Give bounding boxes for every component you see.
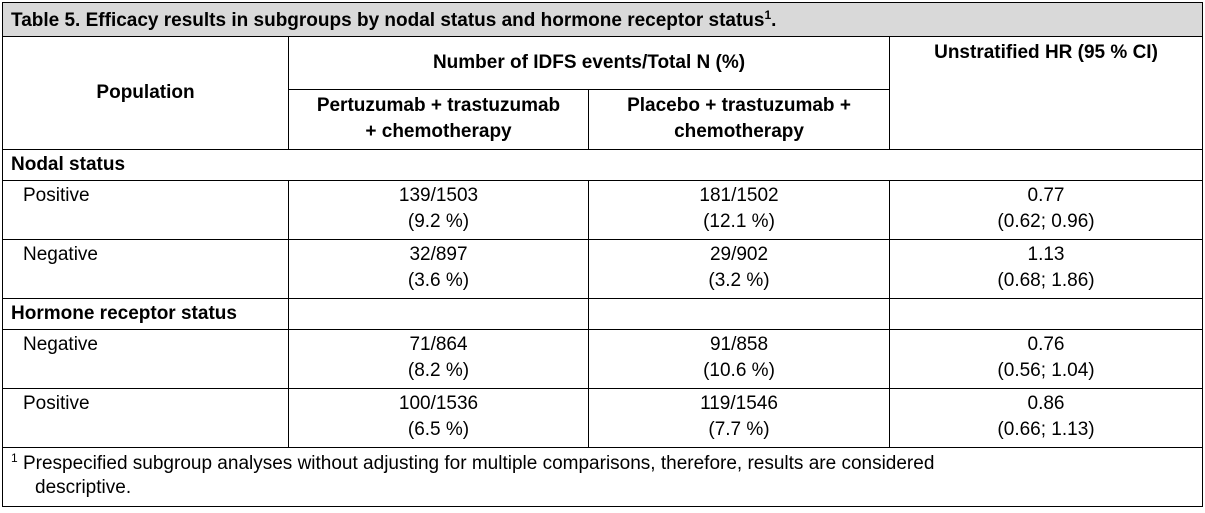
footnote-line1: Prespecified subgroup analyses without adjusting for multiple comparisons, therefore, results are considered [22, 453, 935, 474]
arm2-cell [589, 181, 890, 240]
arm2-cell [589, 330, 890, 389]
hr-value: 0.76 [1027, 334, 1065, 355]
row-label: Positive [3, 389, 289, 448]
events-header: Number of IDFS events/Total N (%) [289, 37, 890, 90]
arm2-percent: (12.1 %) [703, 211, 775, 232]
footnote-line2: descriptive. [35, 477, 132, 498]
efficacy-table [2, 2, 1203, 507]
arm2-count: 181/1502 [699, 185, 779, 206]
ci-value: (0.66; 1.13) [997, 419, 1095, 440]
arm1-header [289, 90, 589, 150]
arm2-header [589, 90, 890, 150]
table-title: Table 5. Efficacy results in subgroups by nodal status and hormone receptor status [11, 9, 765, 31]
arm1-percent: (9.2 %) [407, 211, 470, 232]
header-row-1 [3, 37, 1203, 90]
arm2-percent: (3.2 %) [708, 270, 770, 291]
empty-cell [890, 299, 1203, 330]
footnote [3, 448, 1203, 507]
section-label: Hormone receptor status [3, 299, 289, 330]
row-label: Negative [3, 240, 289, 299]
table-row [3, 330, 1203, 389]
hr-cell [890, 389, 1203, 448]
row-label: Negative [3, 330, 289, 389]
arm1-count: 32/897 [409, 244, 468, 265]
arm1-percent: (6.5 %) [407, 419, 470, 440]
arm2-count: 91/858 [709, 334, 769, 355]
hr-value: 0.86 [1027, 393, 1065, 414]
arm1-header-line1: Pertuzumab + trastuzumab [316, 95, 561, 116]
empty-cell [289, 299, 589, 330]
table-row [3, 181, 1203, 240]
table-row [3, 389, 1203, 448]
arm2-percent: (7.7 %) [708, 419, 770, 440]
footnote-line1-wrap [11, 452, 1196, 476]
ci-value: (0.56; 1.04) [997, 360, 1095, 381]
arm1-cell [289, 330, 589, 389]
arm1-count: 139/1503 [398, 185, 479, 206]
arm1-cell [289, 181, 589, 240]
footnote-marker: 1 [11, 451, 18, 465]
arm2-percent: (10.6 %) [703, 360, 775, 381]
table-row [3, 240, 1203, 299]
row-label: Positive [3, 181, 289, 240]
arm1-count: 71/864 [409, 334, 468, 355]
arm2-count: 29/902 [709, 244, 769, 265]
title-period: . [771, 9, 777, 31]
hr-value: 0.77 [1027, 185, 1065, 206]
arm1-header-line2: + chemotherapy [365, 121, 512, 142]
population-header: Population [3, 37, 289, 150]
hr-cell [890, 240, 1203, 299]
arm1-cell [289, 389, 589, 448]
arm1-percent: (8.2 %) [407, 360, 470, 381]
arm2-header-line2: chemotherapy [674, 121, 804, 142]
footnote-row [3, 448, 1203, 507]
hr-cell [890, 181, 1203, 240]
empty-cell [589, 299, 890, 330]
table-caption [3, 3, 1203, 37]
arm2-header-line1: Placebo + trastuzumab + [627, 95, 851, 116]
arm1-cell [289, 240, 589, 299]
ci-value: (0.68; 1.86) [997, 270, 1095, 291]
ci-value: (0.62; 0.96) [997, 211, 1095, 232]
section-row-hormone-receptor-status [3, 299, 1203, 330]
hr-value: 1.13 [1027, 244, 1065, 265]
hr-cell [890, 330, 1203, 389]
arm2-cell [589, 389, 890, 448]
arm2-count: 119/1546 [700, 393, 778, 414]
table-caption-row [3, 3, 1203, 37]
arm2-cell [589, 240, 890, 299]
hr-header: Unstratified HR (95 % CI) [890, 37, 1203, 150]
arm1-count: 100/1536 [398, 393, 479, 414]
section-row-nodal-status [3, 150, 1203, 181]
title-footnote-marker: 1 [764, 7, 772, 22]
arm1-percent: (3.6 %) [407, 270, 470, 291]
efficacy-table-container [2, 2, 1202, 507]
section-label: Nodal status [3, 150, 1203, 181]
